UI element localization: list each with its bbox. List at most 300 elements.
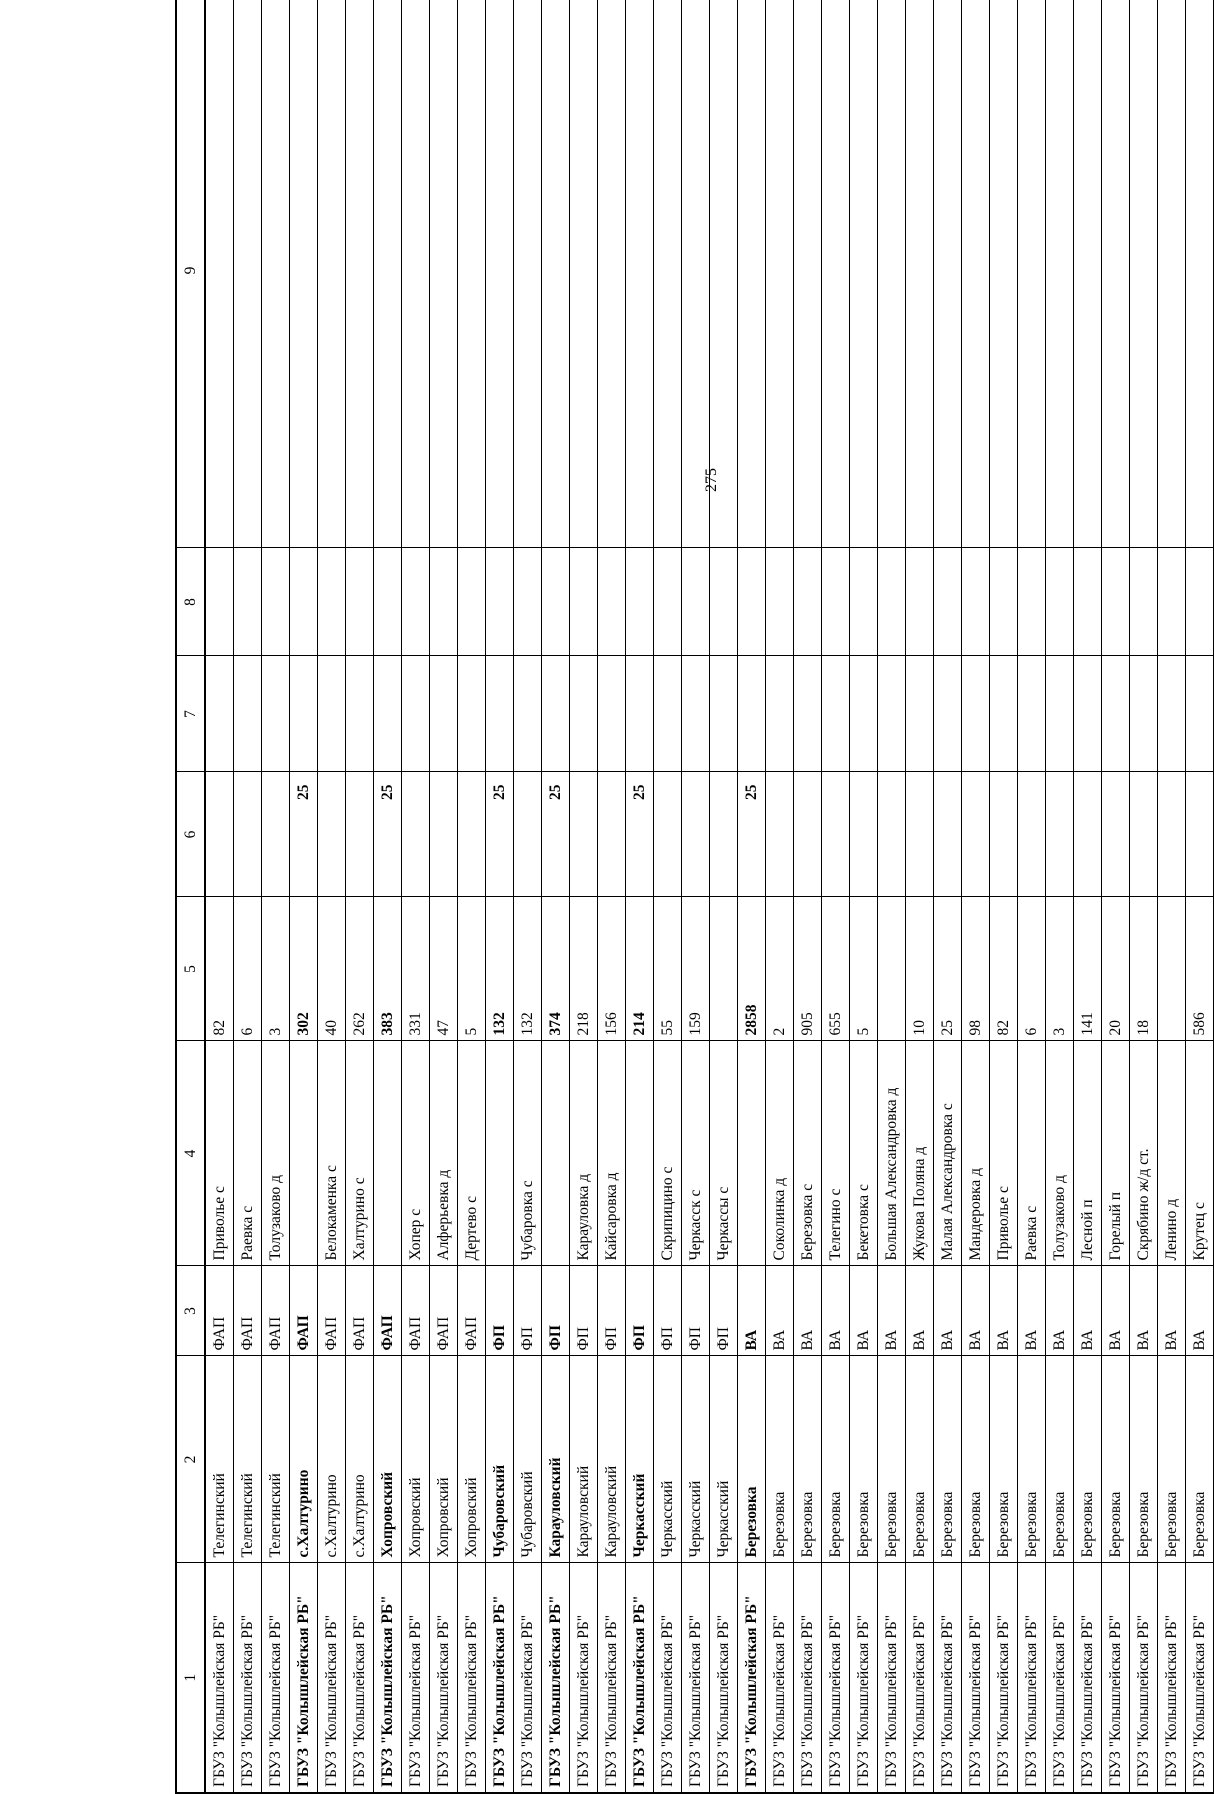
- organization-cell: ГБУЗ "Колышлейская РБ": [1158, 1563, 1186, 1793]
- empty-cell: [374, 656, 402, 772]
- facility-type-cell: ФП: [682, 1266, 710, 1356]
- facility-type-cell: ВА: [1074, 1266, 1102, 1356]
- column-header: 7: [176, 656, 205, 772]
- table-row: [402, 0, 430, 1793]
- organization-cell: ГБУЗ "Колышлейская РБ": [1046, 1563, 1074, 1793]
- organization-cell: ГБУЗ "Колышлейская РБ": [710, 1563, 738, 1793]
- district-cell: Хопровский: [430, 1356, 458, 1563]
- facility-type-cell: ВА: [738, 1266, 766, 1356]
- empty-cell: [542, 0, 570, 548]
- facility-type-cell: ФАП: [318, 1266, 346, 1356]
- facility-type-cell: ВА: [1018, 1266, 1046, 1356]
- table-row-subtotal: [542, 0, 570, 1793]
- empty-cell: [514, 548, 542, 656]
- empty-cell: [1130, 548, 1158, 656]
- table-row: [205, 0, 234, 1793]
- empty-cell: [766, 656, 794, 772]
- settlement-cell: Лесной п: [1074, 1041, 1102, 1266]
- population-cell: 98: [962, 897, 990, 1041]
- table-row: [430, 0, 458, 1793]
- population-cell: 132: [486, 897, 514, 1041]
- facility-type-cell: ФП: [626, 1266, 654, 1356]
- facility-type-cell: ФАП: [458, 1266, 486, 1356]
- value-cell: [710, 772, 738, 897]
- district-cell: Телегинский: [234, 1356, 262, 1563]
- organization-cell: ГБУЗ "Колышлейская РБ": [205, 1563, 234, 1793]
- facility-type-cell: ВА: [1130, 1266, 1158, 1356]
- settlement-cell: Жукова Поляна д: [906, 1041, 934, 1266]
- settlement-cell: Карауловка д: [570, 1041, 598, 1266]
- value-cell: 25: [542, 772, 570, 897]
- settlement-cell: Хопер с: [402, 1041, 430, 1266]
- district-cell: Карауловский: [542, 1356, 570, 1563]
- facility-type-cell: ВА: [878, 1266, 906, 1356]
- facility-type-cell: ФАП: [290, 1266, 318, 1356]
- value-cell: [402, 772, 430, 897]
- empty-cell: [402, 656, 430, 772]
- population-cell: 383: [374, 897, 402, 1041]
- table-row-subtotal: [626, 0, 654, 1793]
- organization-cell: ГБУЗ "Колышлейская РБ": [794, 1563, 822, 1793]
- table-row: [794, 0, 822, 1793]
- organization-cell: ГБУЗ "Колышлейская РБ": [850, 1563, 878, 1793]
- empty-cell: [346, 0, 374, 548]
- district-cell: с.Халтурино: [290, 1356, 318, 1563]
- empty-cell: [234, 0, 262, 548]
- settlement-cell: Толузаково д: [262, 1041, 290, 1266]
- empty-cell: [878, 548, 906, 656]
- population-cell: 586: [1186, 897, 1214, 1041]
- value-cell: [906, 772, 934, 897]
- value-cell: [234, 772, 262, 897]
- district-cell: Березовка: [1046, 1356, 1074, 1563]
- table-row: [346, 0, 374, 1793]
- table-row: [1102, 0, 1130, 1793]
- value-cell: [1074, 772, 1102, 897]
- empty-cell: [1102, 0, 1130, 548]
- district-cell: Черкасский: [710, 1356, 738, 1563]
- table-row: [710, 0, 738, 1793]
- value-cell: 25: [626, 772, 654, 897]
- column-header: 5: [176, 897, 205, 1041]
- population-cell: [1158, 897, 1186, 1041]
- facility-type-cell: ВА: [906, 1266, 934, 1356]
- empty-cell: [1074, 0, 1102, 548]
- facility-type-cell: ВА: [850, 1266, 878, 1356]
- population-cell: 20: [1102, 897, 1130, 1041]
- facility-type-cell: ФАП: [346, 1266, 374, 1356]
- value-cell: [794, 772, 822, 897]
- column-header: 8: [176, 548, 205, 656]
- column-header: 6: [176, 772, 205, 897]
- empty-cell: [290, 0, 318, 548]
- empty-cell: [766, 548, 794, 656]
- empty-cell: [710, 548, 738, 656]
- empty-cell: [374, 0, 402, 548]
- population-cell: 40: [318, 897, 346, 1041]
- empty-cell: [934, 656, 962, 772]
- settlement-cell: Приволье с: [990, 1041, 1018, 1266]
- empty-cell: [1046, 656, 1074, 772]
- organization-cell: ГБУЗ "Колышлейская РБ": [346, 1563, 374, 1793]
- empty-cell: [1046, 548, 1074, 656]
- settlement-cell: Халтурино с: [346, 1041, 374, 1266]
- settlement-cell: Большая Александровка д: [878, 1041, 906, 1266]
- value-cell: [962, 772, 990, 897]
- empty-cell: [598, 0, 626, 548]
- value-cell: [318, 772, 346, 897]
- district-cell: Березовка: [794, 1356, 822, 1563]
- empty-cell: [1102, 548, 1130, 656]
- column-header: 2: [176, 1356, 205, 1563]
- settlement-cell: Раевка с: [1018, 1041, 1046, 1266]
- district-cell: Березовка: [1186, 1356, 1214, 1563]
- district-cell: с.Халтурино: [346, 1356, 374, 1563]
- table-row: [906, 0, 934, 1793]
- settlement-cell: Чубаровка с: [514, 1041, 542, 1266]
- population-cell: 331: [402, 897, 430, 1041]
- settlement-cell: Толузаково д: [1046, 1041, 1074, 1266]
- settlement-cell: Скрябино ж/д ст.: [1130, 1041, 1158, 1266]
- table-row: [262, 0, 290, 1793]
- settlement-cell: [374, 1041, 402, 1266]
- facility-type-cell: ФАП: [402, 1266, 430, 1356]
- settlement-cell: Горелый п: [1102, 1041, 1130, 1266]
- empty-cell: [962, 0, 990, 548]
- empty-cell: [570, 548, 598, 656]
- empty-cell: [346, 548, 374, 656]
- organization-cell: ГБУЗ "Колышлейская РБ": [514, 1563, 542, 1793]
- district-cell: Черкасский: [654, 1356, 682, 1563]
- table-row: [1018, 0, 1046, 1793]
- empty-cell: [682, 548, 710, 656]
- empty-cell: [962, 548, 990, 656]
- empty-cell: [822, 656, 850, 772]
- empty-cell: [458, 656, 486, 772]
- value-cell: [205, 772, 234, 897]
- district-cell: Березовка: [738, 1356, 766, 1563]
- value-cell: 25: [374, 772, 402, 897]
- population-cell: [878, 897, 906, 1041]
- empty-cell: [1158, 656, 1186, 772]
- organization-cell: ГБУЗ "Колышлейская РБ": [990, 1563, 1018, 1793]
- empty-cell: [654, 656, 682, 772]
- empty-cell: [654, 0, 682, 548]
- facility-type-cell: ФАП: [430, 1266, 458, 1356]
- empty-cell: [1018, 548, 1046, 656]
- empty-cell: [374, 548, 402, 656]
- table-row: [1074, 0, 1102, 1793]
- value-cell: [822, 772, 850, 897]
- organization-cell: ГБУЗ "Колышлейская РБ": [1074, 1563, 1102, 1793]
- value-cell: [850, 772, 878, 897]
- empty-cell: [850, 0, 878, 548]
- value-cell: 25: [738, 772, 766, 897]
- organization-cell: ГБУЗ "Колышлейская РБ": [570, 1563, 598, 1793]
- empty-cell: [822, 548, 850, 656]
- empty-cell: [878, 656, 906, 772]
- table-row: [962, 0, 990, 1793]
- population-cell: 905: [794, 897, 822, 1041]
- district-cell: Хопровский: [458, 1356, 486, 1563]
- value-cell: [346, 772, 374, 897]
- empty-cell: [262, 548, 290, 656]
- column-number-header-row: [176, 0, 205, 1793]
- settlement-cell: Ленино д: [1158, 1041, 1186, 1266]
- settlement-cell: [486, 1041, 514, 1266]
- facility-type-cell: ФП: [598, 1266, 626, 1356]
- empty-cell: [766, 0, 794, 548]
- empty-cell: [290, 548, 318, 656]
- table-row: [514, 0, 542, 1793]
- settlement-cell: Березовка с: [794, 1041, 822, 1266]
- organization-cell: ГБУЗ "Колышлейская РБ": [1186, 1563, 1214, 1793]
- value-cell: [990, 772, 1018, 897]
- settlement-cell: Крутец с: [1186, 1041, 1214, 1266]
- empty-cell: [318, 656, 346, 772]
- empty-cell: [738, 656, 766, 772]
- empty-cell: [1018, 656, 1046, 772]
- settlement-cell: Мандеровка д: [962, 1041, 990, 1266]
- value-cell: [1102, 772, 1130, 897]
- value-cell: [1046, 772, 1074, 897]
- population-cell: 18: [1130, 897, 1158, 1041]
- facility-type-cell: ВА: [1186, 1266, 1214, 1356]
- organization-cell: ГБУЗ "Колышлейская РБ": [402, 1563, 430, 1793]
- empty-cell: [626, 548, 654, 656]
- empty-cell: [1186, 548, 1214, 656]
- value-cell: [1018, 772, 1046, 897]
- organization-cell: ГБУЗ "Колышлейская РБ": [878, 1563, 906, 1793]
- organization-cell: ГБУЗ "Колышлейская РБ": [598, 1563, 626, 1793]
- table-row: [850, 0, 878, 1793]
- facility-type-cell: ФАП: [205, 1266, 234, 1356]
- organization-cell: ГБУЗ "Колышлейская РБ": [542, 1563, 570, 1793]
- population-cell: 218: [570, 897, 598, 1041]
- column-header: 3: [176, 1266, 205, 1356]
- table-row: [1046, 0, 1074, 1793]
- empty-cell: [430, 0, 458, 548]
- population-cell: 159: [682, 897, 710, 1041]
- column-header: 9: [176, 0, 205, 548]
- empty-cell: [794, 0, 822, 548]
- value-cell: [1186, 772, 1214, 897]
- settlement-cell: [542, 1041, 570, 1266]
- facility-type-cell: ФП: [514, 1266, 542, 1356]
- empty-cell: [794, 548, 822, 656]
- population-cell: 47: [430, 897, 458, 1041]
- rotated-table-area: [175, 0, 1208, 1787]
- empty-cell: [1158, 0, 1186, 548]
- district-cell: Черкасский: [682, 1356, 710, 1563]
- facility-type-cell: ВА: [1102, 1266, 1130, 1356]
- settlement-cell: Малая Александровка с: [934, 1041, 962, 1266]
- page-number: 275: [703, 468, 720, 492]
- empty-cell: [738, 548, 766, 656]
- facility-type-cell: ФП: [570, 1266, 598, 1356]
- data-table: [175, 0, 1214, 1794]
- district-cell: Березовка: [962, 1356, 990, 1563]
- empty-cell: [1130, 656, 1158, 772]
- settlement-cell: Кайсаровка д: [598, 1041, 626, 1266]
- value-cell: [598, 772, 626, 897]
- empty-cell: [1186, 656, 1214, 772]
- table-row: [934, 0, 962, 1793]
- table-row: [570, 0, 598, 1793]
- population-cell: 156: [598, 897, 626, 1041]
- settlement-cell: [738, 1041, 766, 1266]
- value-cell: 25: [486, 772, 514, 897]
- settlement-cell: Приволье с: [205, 1041, 234, 1266]
- empty-cell: [934, 548, 962, 656]
- facility-type-cell: ФП: [486, 1266, 514, 1356]
- facility-type-cell: ФАП: [374, 1266, 402, 1356]
- population-cell: 3: [262, 897, 290, 1041]
- value-cell: [934, 772, 962, 897]
- empty-cell: [205, 656, 234, 772]
- empty-cell: [290, 656, 318, 772]
- empty-cell: [682, 0, 710, 548]
- table-row: [878, 0, 906, 1793]
- population-cell: 25: [934, 897, 962, 1041]
- organization-cell: ГБУЗ "Колышлейская РБ": [822, 1563, 850, 1793]
- district-cell: Березовка: [990, 1356, 1018, 1563]
- empty-cell: [738, 0, 766, 548]
- organization-cell: ГБУЗ "Колышлейская РБ": [374, 1563, 402, 1793]
- empty-cell: [402, 0, 430, 548]
- value-cell: [430, 772, 458, 897]
- district-cell: Чубаровский: [514, 1356, 542, 1563]
- district-cell: Березовка: [1130, 1356, 1158, 1563]
- facility-type-cell: ВА: [794, 1266, 822, 1356]
- population-cell: 141: [1074, 897, 1102, 1041]
- empty-cell: [710, 0, 738, 548]
- population-cell: 5: [458, 897, 486, 1041]
- population-cell: 214: [626, 897, 654, 1041]
- empty-cell: [542, 656, 570, 772]
- empty-cell: [514, 0, 542, 548]
- district-cell: Березовка: [766, 1356, 794, 1563]
- empty-cell: [710, 656, 738, 772]
- district-cell: Березовка: [1158, 1356, 1186, 1563]
- organization-cell: ГБУЗ "Колышлейская РБ": [906, 1563, 934, 1793]
- value-cell: [878, 772, 906, 897]
- empty-cell: [962, 656, 990, 772]
- organization-cell: ГБУЗ "Колышлейская РБ": [654, 1563, 682, 1793]
- district-cell: Черкасский: [626, 1356, 654, 1563]
- empty-cell: [514, 656, 542, 772]
- table-row-subtotal: [738, 0, 766, 1793]
- facility-type-cell: ВА: [990, 1266, 1018, 1356]
- empty-cell: [486, 656, 514, 772]
- table-row: [318, 0, 346, 1793]
- settlement-cell: Черкасск с: [682, 1041, 710, 1266]
- empty-cell: [1158, 548, 1186, 656]
- empty-cell: [794, 656, 822, 772]
- district-cell: Березовка: [906, 1356, 934, 1563]
- column-header: 4: [176, 1041, 205, 1266]
- organization-cell: ГБУЗ "Колышлейская РБ": [738, 1563, 766, 1793]
- empty-cell: [542, 548, 570, 656]
- population-cell: [710, 897, 738, 1041]
- empty-cell: [234, 548, 262, 656]
- district-cell: Чубаровский: [486, 1356, 514, 1563]
- empty-cell: [262, 656, 290, 772]
- population-cell: 132: [514, 897, 542, 1041]
- district-cell: Березовка: [822, 1356, 850, 1563]
- empty-cell: [906, 548, 934, 656]
- organization-cell: ГБУЗ "Колышлейская РБ": [1018, 1563, 1046, 1793]
- organization-cell: ГБУЗ "Колышлейская РБ": [234, 1563, 262, 1793]
- empty-cell: [486, 548, 514, 656]
- table-row: [654, 0, 682, 1793]
- population-cell: 6: [1018, 897, 1046, 1041]
- organization-cell: ГБУЗ "Колышлейская РБ": [318, 1563, 346, 1793]
- organization-cell: ГБУЗ "Колышлейская РБ": [1102, 1563, 1130, 1793]
- table-row-subtotal: [374, 0, 402, 1793]
- table-row: [682, 0, 710, 1793]
- organization-cell: ГБУЗ "Колышлейская РБ": [458, 1563, 486, 1793]
- settlement-cell: [626, 1041, 654, 1266]
- organization-cell: ГБУЗ "Колышлейская РБ": [962, 1563, 990, 1793]
- district-cell: Хопровский: [374, 1356, 402, 1563]
- empty-cell: [626, 0, 654, 548]
- organization-cell: ГБУЗ "Колышлейская РБ": [262, 1563, 290, 1793]
- value-cell: [682, 772, 710, 897]
- district-cell: Карауловский: [570, 1356, 598, 1563]
- empty-cell: [822, 0, 850, 548]
- empty-cell: [906, 656, 934, 772]
- value-cell: [262, 772, 290, 897]
- empty-cell: [205, 548, 234, 656]
- facility-type-cell: ФП: [654, 1266, 682, 1356]
- empty-cell: [346, 656, 374, 772]
- facility-type-cell: ВА: [766, 1266, 794, 1356]
- empty-cell: [570, 0, 598, 548]
- organization-cell: ГБУЗ "Колышлейская РБ": [766, 1563, 794, 1793]
- empty-cell: [1074, 656, 1102, 772]
- empty-cell: [458, 0, 486, 548]
- settlement-cell: Раевка с: [234, 1041, 262, 1266]
- table-row: [1130, 0, 1158, 1793]
- settlement-cell: Телегино с: [822, 1041, 850, 1266]
- settlement-cell: [290, 1041, 318, 1266]
- organization-cell: ГБУЗ "Колышлейская РБ": [290, 1563, 318, 1793]
- population-cell: 374: [542, 897, 570, 1041]
- facility-type-cell: ВА: [1158, 1266, 1186, 1356]
- settlement-cell: Алферьевка д: [430, 1041, 458, 1266]
- district-cell: с.Халтурино: [318, 1356, 346, 1563]
- population-cell: 2: [766, 897, 794, 1041]
- population-cell: 3: [1046, 897, 1074, 1041]
- table-row: [990, 0, 1018, 1793]
- empty-cell: [234, 656, 262, 772]
- value-cell: [1130, 772, 1158, 897]
- value-cell: [458, 772, 486, 897]
- population-cell: 5: [850, 897, 878, 1041]
- empty-cell: [990, 548, 1018, 656]
- empty-cell: [1018, 0, 1046, 548]
- empty-cell: [934, 0, 962, 548]
- table-row: [598, 0, 626, 1793]
- empty-cell: [682, 656, 710, 772]
- empty-cell: [486, 0, 514, 548]
- settlement-cell: Бекетовка с: [850, 1041, 878, 1266]
- value-cell: [1158, 772, 1186, 897]
- facility-type-cell: ФП: [710, 1266, 738, 1356]
- empty-cell: [430, 656, 458, 772]
- table-row-subtotal: [486, 0, 514, 1793]
